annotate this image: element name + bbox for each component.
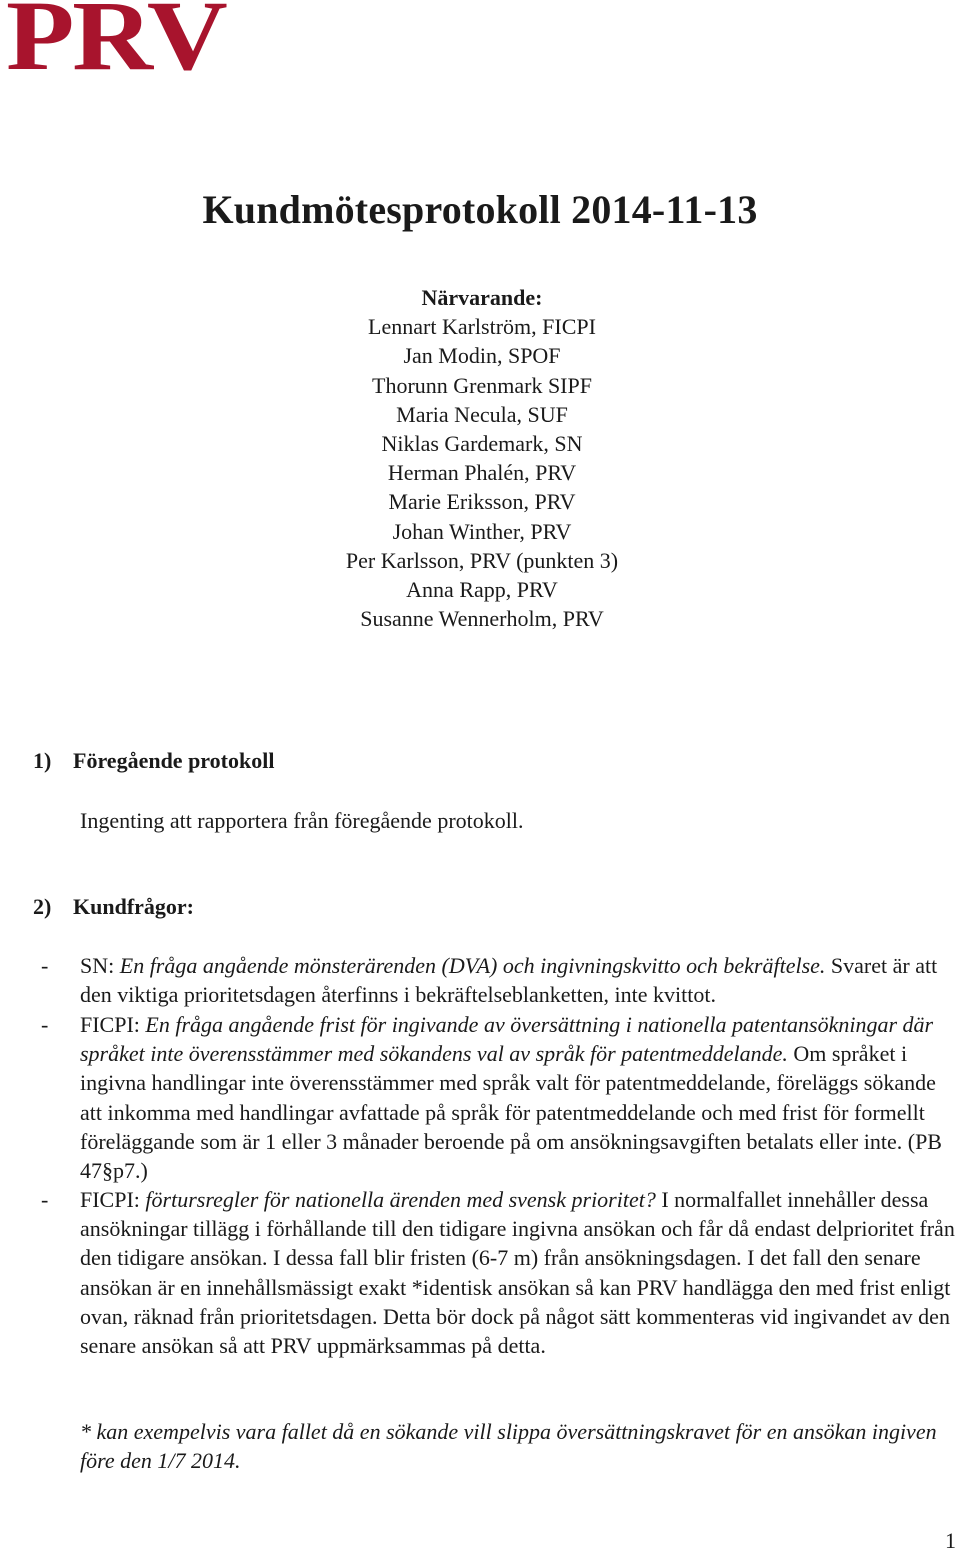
section-number: 2) xyxy=(33,894,52,919)
attendee-name: Johan Winther, PRV xyxy=(392,518,572,544)
attendees-block xyxy=(0,283,960,633)
attendee-name: Anna Rapp, PRV xyxy=(406,577,558,603)
section-title: Föregående protokoll xyxy=(73,748,275,773)
question: förtursregler för nationella ärenden med svensk prioritet? xyxy=(145,1187,656,1212)
attendees-heading: Närvarande: xyxy=(421,285,543,310)
question-item xyxy=(0,1185,960,1360)
answer: I normalfallet innehåller dessa ansökningar tillägg i förhållande till den tidigare ingivna ansökan och får då endast delprioritet från den tidigare ansökan. I dessa fall blir fristen (6-7 m) från ansökningsdagen. I det fall den senare ansökan är en innehållsmässigt exakt *identisk ansökan så kan PRV handlägga den med frist enligt ovan, räknad från prioritetsdagen. Detta bör dock på något sätt kommenteras vid ingivandet av den senare ansökan så att PRV uppmärksammas på detta. xyxy=(80,1187,955,1359)
document-title: Kundmötesprotokoll 2014-11-13 xyxy=(202,187,758,232)
page-number: 1 xyxy=(945,1528,956,1553)
attendee-name: Per Karlsson, PRV (punkten 3) xyxy=(345,547,619,573)
bullet-dash: - xyxy=(41,953,49,978)
question-item xyxy=(0,1010,960,1185)
question-item xyxy=(0,951,960,1009)
question-text xyxy=(80,1010,960,1185)
attendee-name: Susanne Wennerholm, PRV xyxy=(360,606,604,632)
question: En fråga angående mönsterärenden (DVA) och ingivningskvitto och bekräftelse. xyxy=(119,953,826,978)
bullet-dash: - xyxy=(41,1012,49,1037)
question-text xyxy=(80,1185,960,1360)
answer: Om språket i ingivna handlingar inte överensstämmer med språk valt för patentmeddelande, föreläggs sökande att inkomma med handlingar avfattade på språk för patentmeddelande och med frist för formellt föreläggande som är 1 eller 3 månader beroende på om ansökningsavgiften betalats eller inte. (PB 47§p7.) xyxy=(80,1041,942,1184)
attendee-name: Jan Modin, SPOF xyxy=(403,343,561,369)
section-1-heading xyxy=(33,748,274,774)
question-source: SN: xyxy=(80,953,120,978)
attendee-name: Marie Eriksson, PRV xyxy=(388,489,576,515)
attendee-name: Lennart Karlström, FICPI xyxy=(368,314,596,340)
section-2-heading xyxy=(33,894,194,920)
attendee-name: Thorunn Grenmark SIPF xyxy=(372,372,592,398)
attendee-name: Maria Necula, SUF xyxy=(396,401,568,427)
answer: Svaret är att den viktiga prioritetsdagen återfinns i bekräftelseblanketten, inte kvittot. xyxy=(80,953,938,1008)
bullet-dash: - xyxy=(41,1187,49,1212)
attendee-name: Niklas Gardemark, SN xyxy=(381,431,583,457)
attendee-name: Herman Phalén, PRV xyxy=(387,460,577,486)
footnote: * kan exempelvis vara fallet då en sökande vill slippa översättningskravet för en ansökan ingiven före den 1/7 2014. xyxy=(80,1419,937,1474)
question-text xyxy=(80,951,960,1009)
section-title: Kundfrågor: xyxy=(73,894,194,919)
prv-logo: PRV xyxy=(6,0,226,91)
question-source: FICPI: xyxy=(80,1012,146,1037)
section-1-body: Ingenting att rapportera från föregående protokoll. xyxy=(80,808,524,833)
question: En fråga angående frist för ingivande av översättning i nationella patentansökningar där språket inte överensstämmer med sökandens val av språk för patentmeddelande. xyxy=(80,1012,934,1067)
section-number: 1) xyxy=(33,748,52,773)
question-source: FICPI: xyxy=(80,1187,146,1212)
